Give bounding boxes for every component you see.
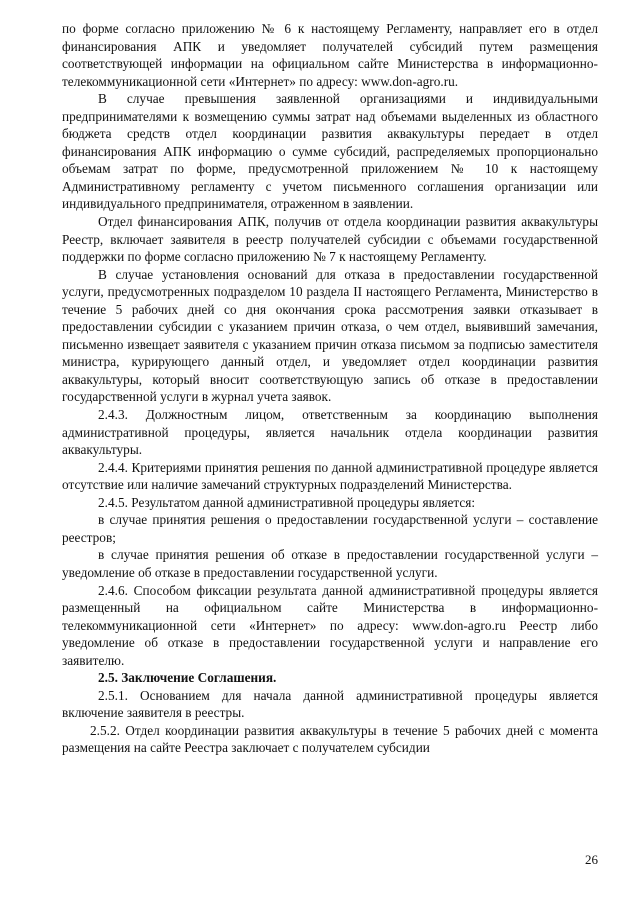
- section-heading-2-5: 2.5. Заключение Соглашения.: [98, 670, 277, 686]
- paragraph-2-4-3: 2.4.3. Должностным лицом, ответственным за координацию выполнения административной процедуры, является начальник отдела координации развития аквакультуры.: [62, 407, 598, 458]
- paragraph-2-4-4: 2.4.4. Критериями принятия решения по данной административной процедуре является отсутствие или наличие замечаний структурных подразделений Министерства.: [62, 459, 598, 493]
- page-number: 26: [585, 852, 598, 867]
- paragraph-2-5-2: 2.5.2. Отдел координации развития аквакультуры в течение 5 рабочих дней с момента размещения на сайте Реестра заключает с получателем субсидии: [62, 722, 598, 756]
- paragraph-2-4-6: 2.4.6. Способом фиксации результата данной административной процедуры является размещенный на официальном сайте Министерства в информационно-телекоммуникационной сети «Интернет» по адресу: www.don-agro.ru Реестр либо уведомление об отказе в предоставлении государственной услуги и направление его заявителю.: [62, 582, 598, 668]
- paragraph-2-4-5: 2.4.5. Результатом данной административной процедуры является:: [98, 494, 476, 510]
- paragraph-result-refuse: в случае принятия решения об отказе в предоставлении государственной услуги – уведомление об отказе в предоставлении государственной услуги.: [62, 547, 598, 580]
- paragraph-result-approve: в случае принятия решения о предоставлении государственной услуги – составление реестров;: [62, 512, 598, 545]
- paragraph-2: В случае превышения заявленной организациями и индивидуальными предпринимателями к возмещению суммы затрат над объемами выделенных из областного бюджета средств отдел координации развития аквакультуры передает в отдел финансирования АПК информацию о сумме субсидий, распределяемых пропорционально объемам затрат по форме, предусмотренной приложением № 10 к настоящему Административному регламенту с учетом письменного соглашения организации или индивидуального предпринимателя, отраженном в заявлении.: [62, 91, 598, 212]
- document-page: [62, 20, 598, 757]
- paragraph-2-5-1: 2.5.1. Основанием для начала данной административной процедуры является включение заявителя в реестры.: [62, 687, 598, 721]
- paragraph-1: по форме согласно приложению № 6 к настоящему Регламенту, направляет его в отдел финансирования АПК и уведомляет получателей субсидий путем размещения соответствующей информации на официальном сайте Министерства в информационно-телекоммуникационной сети «Интернет» по адресу: www.don-agro.ru.: [62, 21, 598, 89]
- paragraph-3: Отдел финансирования АПК, получив от отдела координации развития аквакультуры Реестр, включает заявителя в реестр получателей субсидии с объемами государственной поддержки по форме согласно приложению № 7 к настоящему Регламенту.: [62, 214, 598, 265]
- paragraph-4: В случае установления оснований для отказа в предоставлении государственной услуги, предусмотренных подразделом 10 раздела II настоящего Регламента, Министерство в течение 5 рабочих дней со дня окончания срока рассмотрения заявки отказывает в предоставлении субсидии с указанием причин отказа, о чем отдел, выявивший замечания, письменно извещает заявителя с указанием причин отказа письмом за подписью заместителя министра, курирующего данный отдел, и уведомляет отдел координации развития аквакультуры, который вносит соответствующую запись об отказе в предоставлении государственной услуги в журнал учета заявок.: [62, 266, 598, 405]
